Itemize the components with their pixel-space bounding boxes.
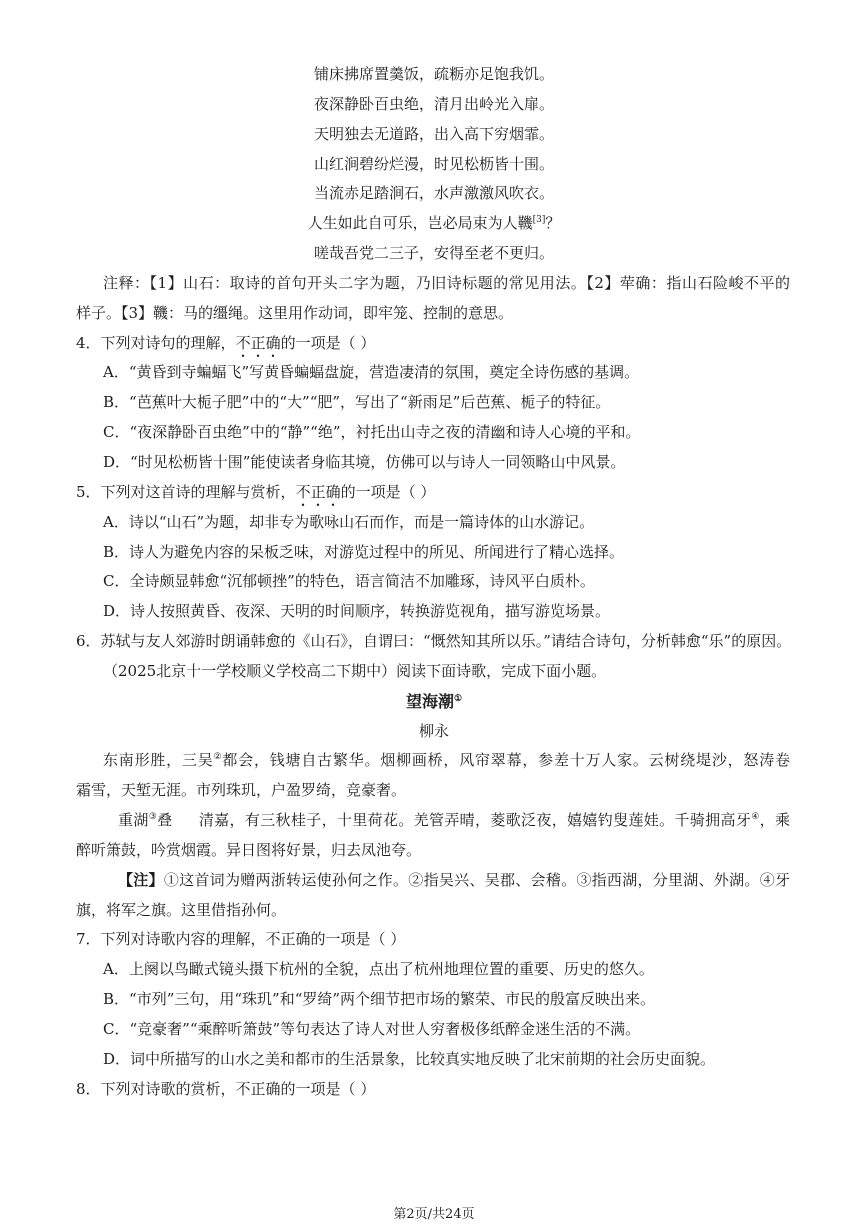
stem-text: 的一项是（ ） [340, 482, 436, 501]
question-5-stem [0, 478, 868, 508]
option-label: D． [103, 1049, 131, 1068]
ci-title-text: 望海潮 [405, 691, 454, 711]
question-number: 5． [76, 482, 101, 501]
option-label: A． [103, 512, 129, 531]
ci-line [0, 806, 790, 836]
option-text: “市列”三句，用“珠玑”和“罗绮”两个细节把市场的繁荣、市民的殷富反映出来。 [129, 990, 656, 1009]
question-4-stem [0, 329, 868, 359]
poem-line-end: ？ [545, 214, 561, 233]
ci-author: 柳永 [418, 721, 449, 740]
stem-text: 下列对诗句的理解， [100, 333, 236, 352]
question-number: 6． [76, 632, 101, 651]
stem-text: 的一项是（ ） [280, 333, 376, 352]
ci-note-line [0, 866, 790, 896]
question-6-stem [0, 627, 868, 657]
annotation-line: 样子。【3】鞿：马的缰绳。这里用作动词，即牢笼、控制的意思。 [76, 303, 514, 322]
poem-line: 山红涧碧纷烂漫，时见松枥皆十围。 [313, 154, 554, 173]
option-label: B． [103, 393, 130, 412]
question-7-option-b [0, 985, 868, 1015]
option-text: 上阕以鸟瞰式镜头摄下杭州的全貌，点出了杭州地理位置的重要、历史的悠久。 [128, 960, 654, 979]
note-text: ①这首词为赠两浙转运使孙何之作。②指吴兴、吴郡、会稽。③指西湖，分里湖、外湖。④牙 [163, 870, 790, 889]
ci-text: 清嘉，有三秋桂子，十里荷花。羌管弄晴，菱歌泛夜，嬉嬉钓叟莲娃。千骑拥高牙 [198, 811, 752, 830]
ci-note-line: 旗，将军之旗。这里借指孙何。 [76, 900, 287, 919]
question-7-option-c [0, 1015, 868, 1045]
option-label: B． [103, 990, 130, 1009]
option-label: C． [103, 572, 130, 591]
option-label: C． [103, 423, 130, 442]
option-label: A． [103, 363, 129, 382]
stem-text: 下列对诗歌的赏析，不正确的一项是（ ） [100, 1079, 376, 1098]
footnote-ref: [3] [532, 215, 546, 226]
option-text: “黄昏到寺蝙蝠飞”写黄昏蝙蝠盘旋，营造凄清的氛围，奠定全诗伤感的基调。 [128, 363, 640, 382]
annotation-line: 注释：【1】山石：取诗的首句开头二字为题，乃旧诗标题的常见用法。【2】荦确：指山石险峻不平的 [103, 273, 790, 292]
option-text: “芭蕉叶大栀子肥”中的“大”“肥”，写出了“新雨足”后芭蕉、栀子的特征。 [129, 393, 611, 412]
option-text: 词中所描写的山水之美和都市的生活景象，比较真实地反映了北宋前期的社会历史面貌。 [130, 1049, 716, 1068]
option-text: “竞豪奢”“乘醉听箫鼓”等句表达了诗人对世人穷奢极侈纸醉金迷生活的不满。 [129, 1020, 641, 1038]
poem-line-text: 人生如此自可乐，岂必局束为人鞿 [307, 214, 533, 233]
option-text: 诗人为避免内容的呆板乏味，对游览过程中的所见、所闻进行了精心选择。 [129, 542, 625, 561]
ci-text: 叠 [157, 811, 173, 830]
option-text: “夜深静卧百虫绝”中的“静”“绝”，衬托出山寺之夜的清幽和诗人心境的平和。 [129, 423, 641, 442]
question-4-option-b [0, 388, 868, 418]
option-text: 全诗颇显韩愈“沉郁顿挫”的特色，语言简洁不加雕琢，诗风平白质朴。 [129, 572, 595, 591]
ci-line: 霜雪，天堑无涯。市列珠玑，户盈罗绮，竞豪奢。 [76, 781, 407, 800]
question-5-option-b [0, 538, 868, 568]
option-label: D． [103, 452, 131, 471]
footnote-ref: ② [213, 752, 223, 763]
ci-text: ，乘 [759, 811, 790, 830]
option-text: “时见松枥皆十围”能使读者身临其境，仿佛可以与诗人一同领略山中风景。 [130, 452, 626, 471]
question-number: 8． [76, 1079, 101, 1098]
question-8-stem [0, 1075, 868, 1105]
section-intro: （2025北京十一学校顺义学校高二下期中）阅读下面诗歌，完成下面小题。 [103, 661, 607, 680]
ci-text: 都会，钱塘自古繁华。烟柳画桥，风帘翠幕，参差十万人家。云树绕堤沙，怒涛卷 [222, 751, 790, 770]
question-number: 7． [76, 930, 101, 949]
ci-title [0, 687, 868, 717]
stem-emphasis: 不正确 [235, 333, 281, 352]
poem-line [0, 209, 868, 239]
stem-text: 苏轼与友人郊游时朗诵韩愈的《山石》，自谓曰：“慨然知其所以乐。”请结合诗句，分析韩愈“乐”的原因。 [100, 632, 792, 651]
question-7-option-a [0, 955, 868, 985]
page-content [0, 60, 868, 1105]
question-7-stem [0, 925, 868, 955]
poem-line: 嗟哉吾党二三子，安得至老不更归。 [313, 244, 554, 263]
option-label: A． [103, 960, 129, 979]
ci-text: 东南形胜，三吴 [103, 751, 214, 770]
question-4-option-d [0, 448, 868, 478]
question-4-option-a [0, 358, 868, 388]
ci-line: 醉听箫鼓，吟赏烟霞。异日图将好景，归去凤池夸。 [76, 840, 422, 859]
option-text: 诗人按照黄昏、夜深、天明的时间顺序，转换游览视角，描写游览场景。 [130, 602, 611, 621]
note-label: 【注】 [118, 870, 164, 889]
option-text: 诗以“山石”为题，却非专为歌咏山石而作，而是一篇诗体的山水游记。 [128, 512, 595, 531]
poem-line: 当流赤足踏涧石，水声激激风吹衣。 [313, 184, 554, 203]
option-label: B． [103, 542, 130, 561]
poem-line: 天明独去无道路，出入高下穷烟霏。 [313, 124, 554, 143]
ci-text: 重湖 [118, 811, 149, 830]
option-label: C． [103, 1020, 130, 1038]
stem-text: 下列对这首诗的理解与赏析， [100, 482, 296, 501]
stem-emphasis: 不正确 [295, 482, 341, 501]
question-5-option-a [0, 508, 868, 538]
poem-line: 铺床拂席置羹饭，疏粝亦足饱我饥。 [313, 65, 554, 83]
question-7-option-d [0, 1045, 868, 1075]
footnote-ref: ① [453, 693, 463, 704]
question-5-option-d [0, 597, 868, 627]
question-number: 4． [76, 333, 101, 352]
question-5-option-c [0, 567, 868, 597]
footnote-ref: ③ [148, 812, 158, 823]
stem-text: 下列对诗歌内容的理解，不正确的一项是（ ） [100, 930, 406, 949]
question-4-option-c [0, 418, 868, 448]
poem-line: 夜深静卧百虫绝，清月出岭光入扉。 [313, 94, 554, 113]
ci-line [0, 746, 790, 776]
option-label: D． [103, 602, 131, 621]
footnote-ref: ④ [751, 812, 760, 823]
page-footer: 第2页/共24页 [393, 1207, 475, 1222]
